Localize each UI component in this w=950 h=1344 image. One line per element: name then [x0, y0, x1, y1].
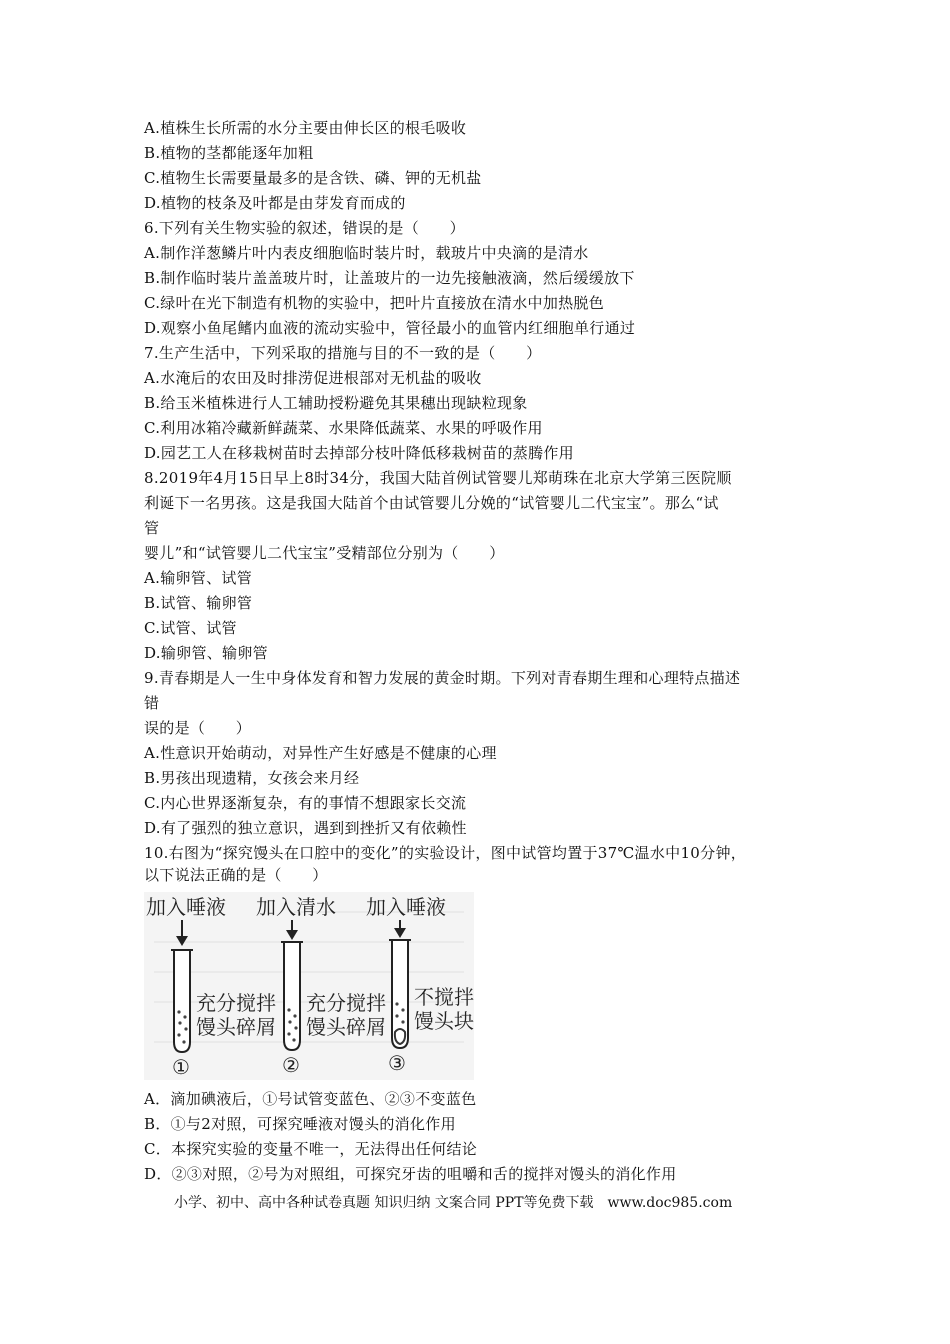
text-line: C.内心世界逐渐复杂，有的事情不想跟家长交流	[144, 794, 467, 812]
test-tube-figure	[144, 892, 474, 1080]
tube-3-side-label: 不搅拌	[414, 987, 474, 1009]
page-footer: 小学、初中、高中各种试卷真题 知识归纳 文案合同 PPT等免费下载 www.doc985.com	[174, 1195, 733, 1211]
test-tube-icon	[174, 950, 190, 1052]
text-line: B.男孩出现遗精，女孩会来月经	[144, 769, 360, 787]
text-line: C.利用冰箱冷藏新鲜蔬菜、水果降低蔬菜、水果的呼吸作用	[144, 419, 543, 437]
text-line: 误的是（ ）	[144, 719, 252, 737]
text-line: D.园艺工人在移栽树苗时去掉部分枝叶降低移栽树苗的蒸腾作用	[144, 444, 574, 462]
tube-3-top-label: 加入唾液	[366, 897, 446, 919]
tube-3-side-label: 馒头块	[414, 1011, 474, 1033]
text-line: 管	[144, 519, 160, 537]
text-line: C.绿叶在光下制造有机物的实验中，把叶片直接放在清水中加热脱色	[144, 294, 605, 312]
question-6: 6.下列有关生物实验的叙述，错误的是（ ）	[144, 219, 465, 237]
text-line: 以下说法正确的是（ ）	[144, 866, 328, 884]
option-d: D．②③对照，②号为对照组，可探究牙齿的咀嚼和舌的搅拌对馒头的消化作用	[144, 1165, 677, 1183]
text-line: A.植株生长所需的水分主要由伸长区的根毛吸收	[144, 119, 467, 137]
text-line: B.给玉米植株进行人工辅助授粉避免其果穗出现缺粒现象	[144, 394, 528, 412]
text-line: C.植物生长需要量最多的是含铁、磷、钾的无机盐	[144, 169, 482, 187]
text-line: A.输卵管、试管	[144, 569, 253, 587]
test-tube-icon	[284, 942, 300, 1050]
question-7: 7.生产生活中，下列采取的措施与目的不一致的是（ ）	[144, 344, 542, 362]
tube-2-top-label: 加入清水	[256, 897, 336, 919]
question-8: 8.2019年4月15日早上8时34分，我国大陆首例试管婴儿郑萌珠在北京大学第三医院顺	[144, 469, 732, 487]
question-9: 9.青春期是人一生中身体发育和智力发展的黄金时期。下列对青春期生理和心理特点描述	[144, 669, 741, 687]
tube-2-side-label: 充分搅拌	[306, 993, 386, 1015]
text-line: A.性意识开始萌动，对异性产生好感是不健康的心理	[144, 744, 497, 762]
tube-2-number: ②	[282, 1053, 300, 1077]
option-a: A．滴加碘液后，①号试管变蓝色、②③不变蓝色	[144, 1090, 477, 1108]
tube-2-side-label: 馒头碎屑	[306, 1017, 386, 1039]
text-line: B.植物的茎都能逐年加粗	[144, 144, 314, 162]
text-line: D.输卵管、输卵管	[144, 644, 268, 662]
text-line: B.制作临时装片盖盖玻片时，让盖玻片的一边先接触液滴，然后缓缓放下	[144, 269, 635, 287]
option-c: C．本探究实验的变量不唯一，无法得出任何结论	[144, 1140, 478, 1158]
text-line: 婴儿”和“试管婴儿二代宝宝”受精部位分别为（ ）	[144, 544, 505, 562]
text-line: 错	[144, 694, 160, 712]
tube-1-side-label: 充分搅拌	[196, 993, 276, 1015]
text-line: A.水淹后的农田及时排涝促进根部对无机盐的吸收	[144, 369, 482, 387]
text-line: 利诞下一名男孩。这是我国大陆首个由试管婴儿分娩的“试管婴儿二代宝宝”。那么“试	[144, 494, 719, 512]
text-line: D.有了强烈的独立意识，遇到到挫折又有依赖性	[144, 819, 467, 837]
tube-3-number: ③	[388, 1051, 406, 1075]
tube-1-number: ①	[172, 1055, 190, 1079]
tube-1-top-label: 加入唾液	[146, 897, 226, 919]
text-line: D.植物的枝条及叶都是由芽发育而成的	[144, 194, 406, 212]
text-line: D.观察小鱼尾鳍内血液的流动实验中，管径最小的血管内红细胞单行通过	[144, 319, 636, 337]
text-line: B.试管、输卵管	[144, 594, 253, 612]
text-line: A.制作洋葱鳞片叶内表皮细胞临时装片时，载玻片中央滴的是清水	[144, 244, 589, 262]
text-line: C.试管、试管	[144, 619, 237, 637]
tube-1-side-label: 馒头碎屑	[196, 1017, 276, 1039]
option-b: B．①与2对照，可探究唾液对馒头的消化作用	[144, 1115, 456, 1133]
question-10: 10.右图为“探究馒头在口腔中的变化”的实验设计，图中试管均置于37℃温水中10分钟，	[144, 844, 747, 862]
